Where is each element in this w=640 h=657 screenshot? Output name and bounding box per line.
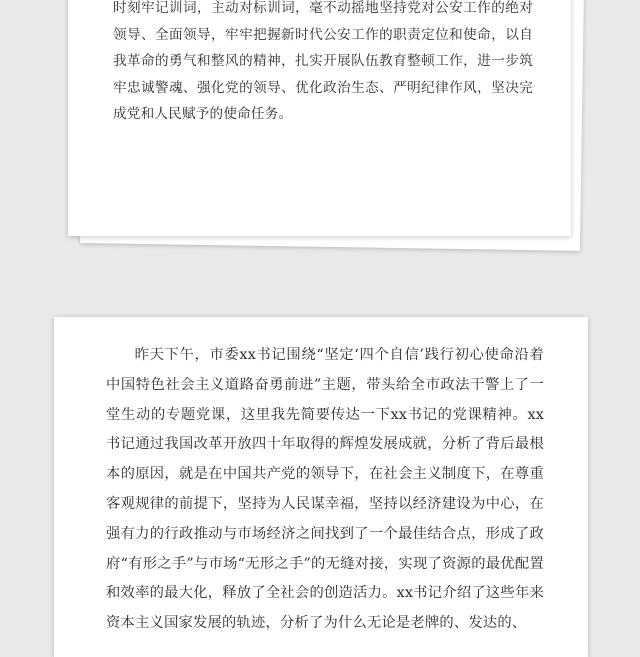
document-page-upper [68, 0, 571, 236]
document-page-lower [54, 317, 588, 657]
lower-paragraph: 昨天下午，市委xx书记围绕“坚定‘四个自信’践行初心使命沿着中国特色社会主义道路奋勇前进”主题，带头给全市政法干警上了一堂生动的专题党课，这里我先简要传达一下xx书记的党课精神。xx书记通过我国改革开放四十年取得的辉煌发展成就，分析了背后最根本的原因，就是在中国共产党的领导下，在社会主义制度下，在尊重客观规律的前提下，坚持为人民谋幸福，坚持以经济建设为中心，在强有力的行政推动与市场经济之间找到了一个最佳结合点，形成了政府“有形之手”与市场“无形之手”的无缝对接，实现了资源的最优配置和效率的最大化，释放了全社会的创造活力。xx书记介绍了这些年来资本主义国家发展的轨迹，分析了为什么无论是老牌的、发达的、 [106, 347, 544, 632]
upper-paragraph: 时刻牢记训词，主动对标训词，毫不动摇地坚持党对公安工作的绝对领导、全面领导，牢牢把握新时代公安工作的职责定位和使命，以自我革命的勇气和整风的精神，扎实开展队伍教育整顿工作，进一步筑牢忠诚警魂、强化党的领导、优化政治生态、严明纪律作风，坚决完成党和人民赋予的使命任务。 [113, 0, 533, 122]
